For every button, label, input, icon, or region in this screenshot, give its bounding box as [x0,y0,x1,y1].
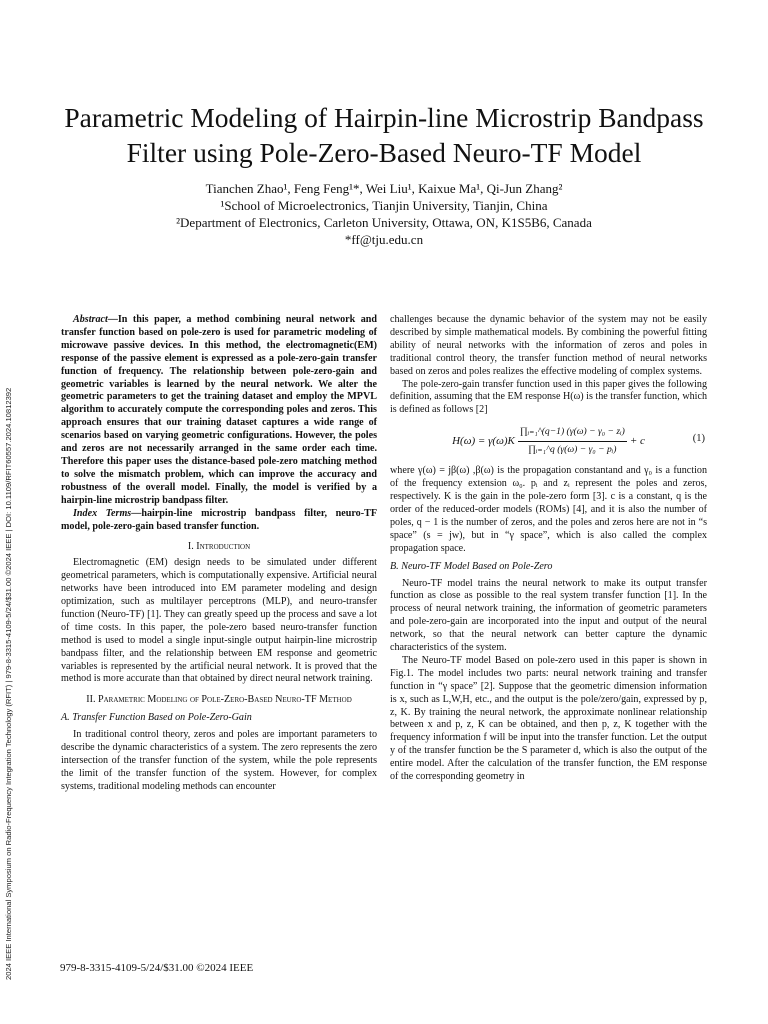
equation-rhs: + c [629,434,645,447]
author-names: Tianchen Zhao¹, Feng Feng¹*, Wei Liu¹, Kaixue Ma¹, Qi-Jun Zhang² [205,181,563,196]
section-heading-introduction: I. Introduction [187,541,251,553]
author-block [60,180,708,248]
subsection-a-paragraph-3: where γ(ω) = jβ(ω) ,β(ω) is the propagation constantand and γ₀ is a function of the frequency extension ω₀. pᵢ and zᵢ represent the poles and zeros, respectively. K is the gain in the pole-zero form [3]. c is a constant, q is the order of the reduced-order models (ROMs) [4], and it is also the number of poles, q − 1 is the number of zeros, and the poles and zeros here are not in “s space” (s = jw), but in “γ space”, which is also called the complex propagation space. [390,465,707,554]
title-block [60,100,708,248]
subsection-b-paragraph-2: The Neuro-TF model Based on pole-zero used in this paper is shown in Fig.1. The model includes two parts: neural network training and transfer function in “γ space” [2]. Suppose that the geometric dimension information is x, such as L,W,H, etc., and the output is the pole/zero/gain, expressed by p, z, K. By training the neural network, the approximate nonlinear relationship between x and p, z, K can be obtained, and then p, z, K together with the frequency information f will be input into the transfer function. Let the output y of the transfer function be the S parameter d, which is also the output of the entire model. After the calculation of the transfer function, the EM response of the corresponding geometry in [390,654,707,783]
right-column [390,314,707,784]
subsection-a-paragraph-1: In traditional control theory, zeros and poles are important parameters to describe the dynamic characteristics of a system. The zero represents the zero intersection of the transfer function of the system, while the pole represents the limit of the transfer function of the system. However, for complex systems, traditional modeling methods can encounter [61,729,377,792]
subsection-b-paragraph-1: Neuro-TF model trains the neural network to make its output transfer function as close as possible to the real system transfer function [1]. In the process of neural network training, the information of geometric parameters and pole-zero-gain are incorporated into the input and output of the neural network, so that the neural network can better capture the dynamic characteristics of the system. [390,577,707,654]
copyright-footer: 979-8-3315-4109-5/24/$31.00 ©2024 IEEE [60,962,254,974]
author-email: *ff@tju.edu.cn [344,232,424,247]
conference-sidebar: 2024 IEEE International Symposium on Radio-Frequency Integration Technology (RFIT) | 979-8-3315-4109-5/24/$31.00 ©2024 IEEE | DOI: 10.1109/RFIT60557.2024.10812392 [4,387,13,980]
equation-1 [390,419,707,463]
equation-body [452,426,645,457]
equation-numerator: ∏ᵢ₌₁^(q−1) (γ(ω) − γ₀ − zᵢ) [518,426,627,442]
left-column [61,314,377,794]
abstract-label: Abstract [73,314,108,325]
subsection-heading-a: A. Transfer Function Based on Pole-Zero-Gain [61,712,252,724]
subsection-heading-b: B. Neuro-TF Model Based on Pole-Zero [390,560,553,572]
introduction-paragraph: Electromagnetic (EM) design needs to be simulated under different geometrical parameters, which is computationally expensive. Artificial neural networks have been introduced into EM parameter modeling and design optimization, such as multilayer perceptrons (MLP), and neuro-transfer function (Neuro-TF) [1]. They can greatly speed up the process and save a lot of time costs. In this paper, the pole-zero based neuro-transfer function method is used to model a single input-single output hairpin-line microstrip bandpass filter, and the relationship between EM response and geometric variables is represented by the artificial neural network. It is proved that the method is more accurate than that obtained by direct neural network training. [61,557,377,685]
index-terms-label: Index Terms [73,507,132,519]
subsection-a-paragraph-2: The pole-zero-gain transfer function used in this paper gives the following definition, assuming that the EM response H(ω) is the transfer function, which is defined as follows [2] [390,378,707,416]
equation-denominator: ∏ᵢ₌₁^q (γ(ω) − γ₀ − pᵢ) [528,443,617,455]
index-terms-text: —hairpin-line microstrip bandpass filter, neuro-TF model, pole-zero-gain based transfer function. [61,507,377,532]
subsection-a-paragraph-1-continued: challenges because the dynamic behavior of the system may not be easily described by simple mathematical models. By combining the powerful fitting ability of neural networks with the information of zeros and poles in traditional control theory, the transfer function method of neural networks based on zeros and poles realizes the effective modeling of complex systems. [390,314,707,377]
paper-title: Parametric Modeling of Hairpin-line Microstrip Bandpass Filter using Pole-Zero-Based Neuro-TF Model [64,102,704,168]
index-terms [61,508,377,534]
section-heading-modeling: II. Parametric Modeling of Pole-Zero-Based Neuro-TF Method [86,694,352,706]
equation-fraction [518,426,627,457]
abstract [61,314,377,508]
abstract-text: —In this paper, a method combining neural network and transfer function based on pole-zero is used for parametric modeling of microwave passive devices. In this method, the electromagnetic(EM) response of the passive element is expressed as a pole-zero-gain transfer function of frequency. The relationship between pole-zero-gain and geometric variables is learned by the neural network. We alter the geometric parameters to get the training dataset and employ the MPVL algorithm to accurately compute the corresponding poles and zeros. This approach ensures that our training dataset captures a wide range of scenarios based on varying geometric configurations. However, the poles and zeros are not necessarily arranged in the same order each time. Therefore this paper uses the distance-based pole-zero matching method to solve the mismatch problem, which can improve the accuracy and robustness of the overall model. Finally, the model is verified by a hairpin-line microstrip bandpass filter. [61,314,377,506]
equation-number: (1) [692,433,705,445]
affiliation-2: ²Department of Electronics, Carleton University, Ottawa, ON, K1S5B6, Canada [176,215,592,230]
equation-lhs: H(ω) = γ(ω)K [452,434,515,447]
affiliation-1: ¹School of Microelectronics, Tianjin University, Tianjin, China [220,198,548,213]
